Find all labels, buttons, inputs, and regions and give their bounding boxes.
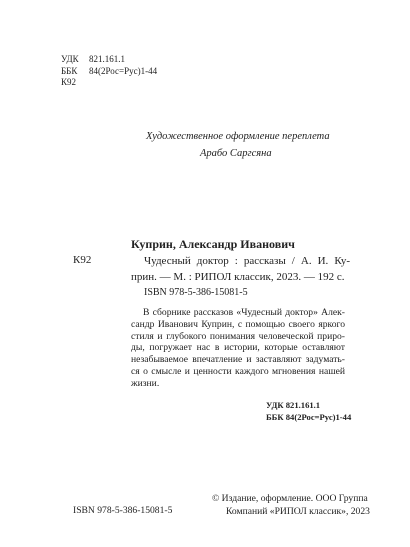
bbk-value: 84(2Рос=Рус)1-44	[89, 65, 158, 76]
classification-block	[61, 54, 157, 89]
bbk-bottom: ББК 84(2Рос=Рус)1-44	[266, 412, 352, 422]
copyright-line-1: © Издание, оформление. ООО Группа	[212, 493, 368, 504]
annotation-line: жизни.	[131, 377, 160, 389]
isbn-bottom: ISBN 978-5-386-15081-5	[73, 505, 173, 516]
annotation-line: незабываемое впечатление и заставляют задумать-	[131, 354, 345, 366]
udk-value: 821.161.1	[89, 54, 125, 64]
annotation-line: сандр Иванович Куприн, с помощью своего яркого	[131, 318, 345, 330]
copyright-line-2: Компаний «РИПОЛ классик», 2023	[226, 506, 370, 517]
isbn-top: ISBN 978-5-386-15081-5	[144, 287, 248, 298]
bibliographic-line-1: Чудесный доктор : рассказы / А. И. Ку-	[144, 255, 350, 267]
bbk-label: ББК	[61, 65, 78, 76]
udk-bottom: УДК 821.161.1	[266, 400, 321, 410]
bibliographic-line-2: прин. — М. : РИПОЛ классик, 2023. — 192 с.	[131, 270, 345, 283]
annotation-line: стиля и глубокого понимания человеческой приро-	[131, 330, 345, 342]
annotation-line: ды, погружает нас в истории, которые оставляют	[131, 342, 345, 354]
bbk-row	[61, 66, 157, 78]
annotation-line: В сборнике рассказов «Чудесный доктор» Алек-	[143, 307, 345, 318]
author-code: К92	[73, 254, 92, 266]
annotation-line: ся о смысле и ценности каждого мгновения нашей	[131, 365, 345, 377]
copyright-notice	[212, 492, 370, 518]
udk-row	[61, 54, 157, 66]
cover-credit-line-2: Арабо Саргсяна	[200, 148, 272, 159]
cover-credit-line-1: Художественное оформление переплета	[146, 131, 330, 142]
udk-label: УДК	[61, 54, 79, 64]
annotation	[131, 307, 345, 390]
author-heading: Куприн, Александр Иванович	[131, 237, 295, 251]
cutter-code: К92	[61, 77, 77, 87]
bibliographic-record	[131, 254, 350, 285]
cutter-row	[61, 77, 157, 89]
codes-bottom	[266, 399, 351, 423]
